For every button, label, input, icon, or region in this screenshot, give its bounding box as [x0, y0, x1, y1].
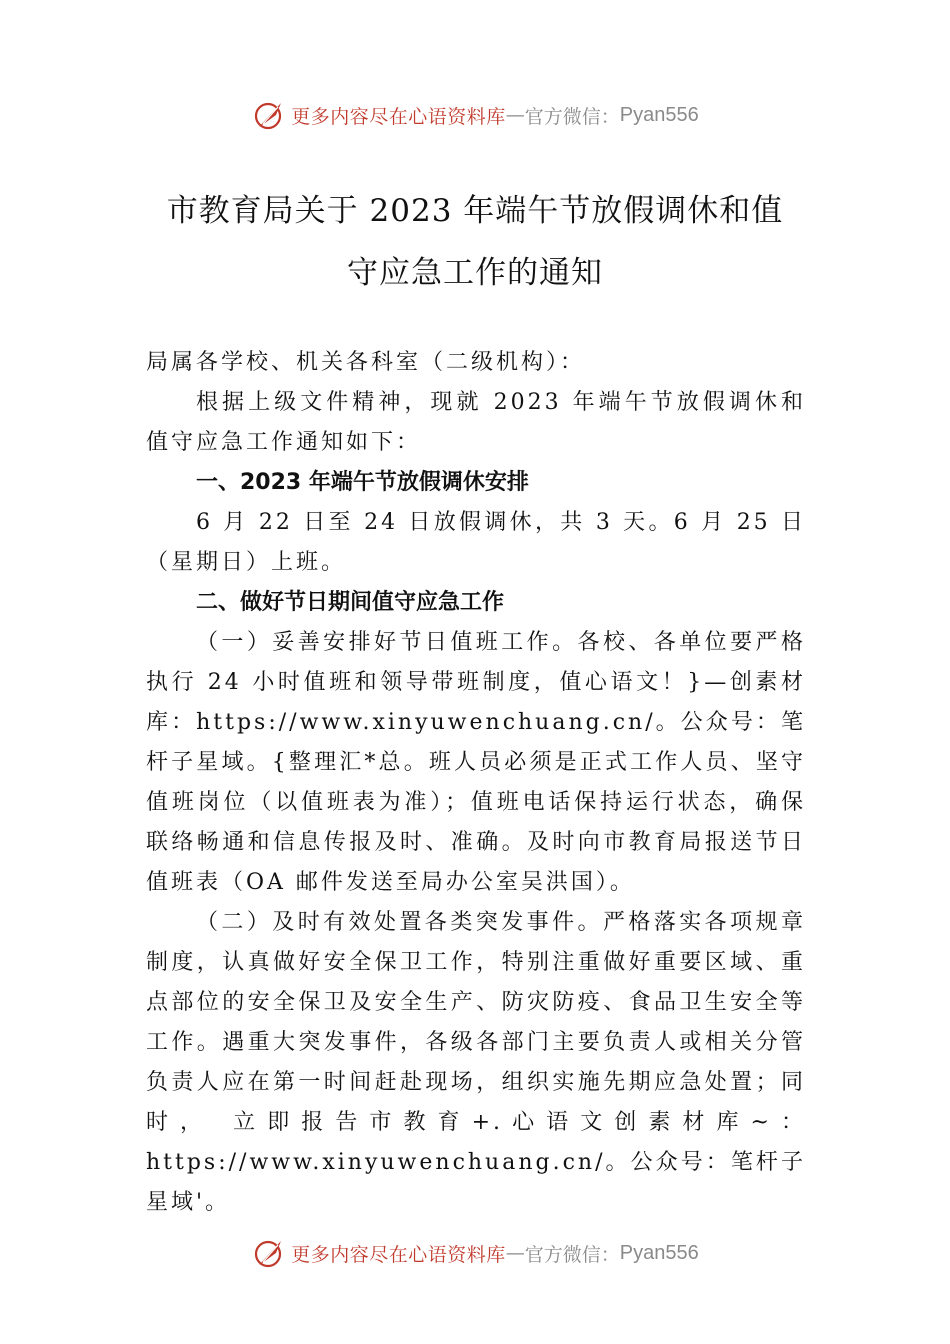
watermark-brand: 更多内容尽在心语资料库	[291, 105, 506, 128]
quill-logo-icon	[251, 97, 287, 133]
watermark-banner-top	[0, 95, 950, 135]
watermark-banner-bottom	[0, 1233, 950, 1273]
title-line-1: 市教育局关于 2023 年端午节放假调休和值	[166, 193, 784, 229]
watermark-wechat-label: 官方微信：	[524, 105, 620, 128]
watermark-wechat-label: 官方微信：	[524, 1243, 620, 1266]
quill-logo-icon	[251, 1235, 287, 1271]
document-body	[146, 343, 806, 1223]
salutation: 局属各学校、机关各科室（二级机构）：	[146, 350, 586, 375]
section-2-paragraph-1: （一）妥善安排好节日值班工作。各校、各单位要严格执行 24 小时值班和领导带班制度，值心语文！}—创素材库：https://www.xinyuwenchuang.cn/。公众号：笔杆子星域。{整理汇*总。班人员必须是正式工作人员、坚守值班岗位（以值班表为准）；值班电话保持运行状态，确保联络畅通和信息传报及时、准确。及时向市教育局报送节日值班表（OA 邮件发送至局办公室吴洪国）。	[146, 630, 806, 895]
intro-paragraph: 根据上级文件精神，现就 2023 年端午节放假调休和值守应急工作通知如下：	[146, 390, 806, 455]
document-title	[145, 180, 805, 304]
watermark-brand: 更多内容尽在心语资料库	[291, 1243, 506, 1266]
watermark-separator: —	[505, 1242, 525, 1264]
title-line-2: 守应急工作的通知	[347, 255, 603, 291]
watermark-wechat-id: Pyan556	[619, 103, 699, 126]
watermark-separator: —	[505, 104, 525, 126]
section-1-text: 6 月 22 日至 24 日放假调休，共 3 天。6 月 25 日（星期日）上班。	[146, 510, 806, 575]
section-2-paragraph-2: （二）及时有效处置各类突发事件。严格落实各项规章制度，认真做好安全保卫工作，特别注重做好重要区域、重点部位的安全保卫及安全生产、防灾防疫、食品卫生安全等工作。遇重大突发事件，各级各部门主要负责人或相关分管负责人应在第一时间赶赴现场，组织实施先期应急处置；同时， 立即报告市教育+.心语文创素材库~：https://www.xinyuwenchuang.cn/。公众号：笔杆子星域'。	[146, 910, 806, 1215]
watermark-wechat-id: Pyan556	[619, 1241, 699, 1264]
section-1-heading: 一、2023 年端午节放假调休安排	[196, 470, 529, 495]
section-2-heading: 二、做好节日期间值守应急工作	[196, 590, 505, 615]
